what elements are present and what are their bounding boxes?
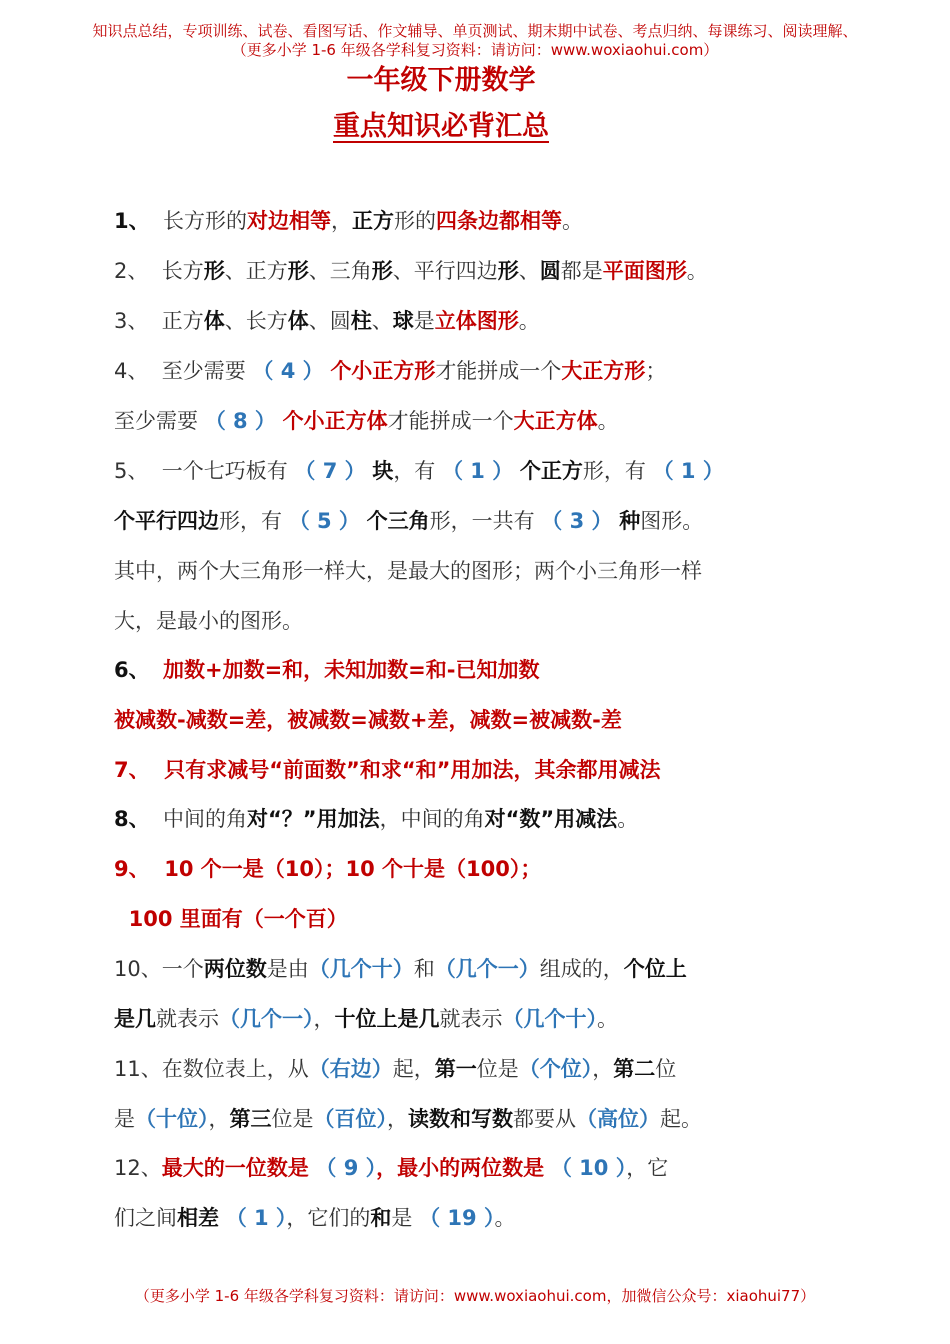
item-text: 和	[413, 957, 435, 981]
item-text: 、	[518, 259, 540, 283]
bold-text: 个位上	[623, 957, 687, 981]
emphasis-red-text: 最大的一位数是	[161, 1156, 309, 1180]
item-text	[150, 658, 163, 682]
item-text: 2、 长方	[114, 259, 204, 283]
bold-text: 第三	[229, 1107, 272, 1131]
list-item	[114, 804, 638, 834]
item-text: 形，有	[582, 459, 653, 483]
bold-text: 球	[392, 309, 414, 333]
item-text: 、长方	[224, 309, 288, 333]
bold-text: 柱	[350, 309, 372, 333]
emphasis-red-text: 大正方体	[513, 409, 598, 433]
answer-blank: （ 8 ）	[204, 409, 276, 433]
answer-blank: （个位）	[518, 1057, 593, 1081]
item-text: 长方形的	[149, 209, 247, 233]
list-item	[114, 256, 708, 286]
list-item	[114, 1004, 618, 1034]
bold-text: 体	[287, 309, 309, 333]
emphasis-red-text: 个小正方体	[282, 409, 388, 433]
list-item	[114, 854, 541, 884]
item-text: 其中，两个大三角形一样大，是最大的图形；两个小三角形一样	[114, 559, 702, 583]
item-text: 12、	[114, 1156, 162, 1180]
bold-text: 形	[287, 259, 309, 283]
list-item	[114, 954, 687, 984]
answer-blank: （右边）	[308, 1057, 393, 1081]
answer-blank: （十位）	[135, 1107, 209, 1131]
bold-text: 是几	[114, 1007, 156, 1031]
list-item	[114, 904, 348, 934]
item-text: 才能拼成一个	[435, 359, 562, 383]
answer-blank: （ 1 ）	[442, 459, 514, 483]
item-text	[360, 509, 367, 533]
item-text: 。	[494, 1206, 516, 1230]
bold-text: 第二	[613, 1057, 656, 1081]
bold-text: 读数和写数	[408, 1107, 513, 1131]
item-text: 、圆	[308, 309, 351, 333]
item-text: ，	[313, 1007, 335, 1031]
bold-text: 形	[203, 259, 225, 283]
emphasis-red-text: 加数+加数=和，未知加数=和-已知加数	[162, 658, 540, 682]
list-item	[114, 1153, 668, 1183]
emphasis-red-text: 大正方形	[561, 359, 646, 383]
item-text: 都是	[560, 259, 603, 283]
bold-text: 个平行四边	[114, 509, 219, 533]
item-text: 、正方	[224, 259, 288, 283]
bold-text: 相差	[177, 1206, 219, 1230]
emphasis-red-text: 9、 10 个一是（10）；10 个十是（100）；	[114, 857, 542, 881]
answer-blank: （ 1 ）	[652, 459, 724, 483]
item-text: 、	[371, 309, 393, 333]
answer-blank: （ 10 ）	[550, 1156, 627, 1180]
list-item	[114, 556, 702, 586]
item-text: 。	[597, 409, 619, 433]
list-item	[114, 206, 583, 236]
bold-text: 体	[203, 309, 225, 333]
bold-text: 和	[370, 1206, 392, 1230]
item-text: 图形。	[640, 509, 704, 533]
item-text	[276, 409, 283, 433]
item-text: 形，一共有	[429, 509, 542, 533]
bold-text: 6、	[114, 658, 150, 682]
emphasis-red-text: 立体图形	[434, 309, 519, 333]
answer-blank: （ 5 ）	[288, 509, 360, 533]
emphasis-red-text: ，最小的两位数是	[376, 1156, 545, 1180]
item-text	[219, 1206, 226, 1230]
item-text: 至少需要	[114, 409, 205, 433]
answer-blank: （几个一）	[434, 957, 540, 981]
bold-text: 8、	[114, 807, 150, 831]
header-promo-line: 知识点总结，专项训练、试卷、看图写话、作文辅导、单页测试、期末期中试卷、考点归纳、每课练习、阅读理解、	[92, 22, 858, 40]
item-text: 。	[686, 259, 708, 283]
list-item	[114, 506, 703, 536]
bold-text: 个正方	[519, 459, 583, 483]
bold-text: 块	[372, 459, 394, 483]
answer-blank: （高位）	[576, 1107, 660, 1131]
answer-blank: （百位）	[313, 1107, 387, 1131]
item-text: 。	[597, 1007, 618, 1031]
page-subtitle: 重点知识必背汇总	[333, 111, 549, 142]
item-text: 位是	[476, 1057, 519, 1081]
list-item	[114, 755, 660, 785]
item-text: 形，有	[219, 509, 289, 533]
list-item	[114, 356, 666, 386]
item-text: 中间的角	[149, 807, 247, 831]
list-item	[114, 705, 622, 735]
list-item	[114, 606, 303, 636]
item-text: 起。	[660, 1107, 702, 1131]
page-title: 一年级下册数学	[346, 65, 536, 96]
item-text: 、三角	[308, 259, 372, 283]
emphasis-red-text: 平面图形	[602, 259, 687, 283]
emphasis-red-text: 100 里面有（一个百）	[114, 907, 348, 931]
answer-blank: （几个十）	[502, 1007, 597, 1031]
item-text: 位	[655, 1057, 677, 1081]
bold-text: 形	[497, 259, 519, 283]
bold-text: 第一	[434, 1057, 477, 1081]
item-text: ，	[330, 209, 352, 233]
list-item	[114, 1203, 515, 1233]
emphasis-red-text: 7、 只有求减号“前面数”和求“和”用加法，其余都用减法	[114, 758, 661, 782]
item-text: ，它	[626, 1156, 669, 1180]
item-text: 形的	[393, 209, 436, 233]
item-text: 们之间	[114, 1206, 177, 1230]
answer-blank: （ 7 ）	[294, 459, 366, 483]
footer-line: （更多小学 1-6 年级各学科复习资料：请访问：www.woxiaohui.com，加微信公众号：xiaohui77）	[134, 1287, 816, 1305]
list-item	[114, 306, 540, 336]
item-text: 4、 至少需要	[114, 359, 253, 383]
bold-text: 圆	[539, 259, 561, 283]
item-text: ，中间的角	[379, 807, 485, 831]
bold-text: 个三角	[366, 509, 430, 533]
item-text: 就表示	[439, 1007, 503, 1031]
item-text: 是	[413, 309, 435, 333]
bold-text: 十位上是几	[334, 1007, 440, 1031]
item-text: ，	[592, 1057, 614, 1081]
item-text: ，	[387, 1107, 408, 1131]
emphasis-red-text: 被减数-减数=差，被减数=减数+差，减数=被减数-差	[114, 708, 622, 732]
bold-text: 正方	[351, 209, 394, 233]
bold-text: 对“？”用加法	[246, 807, 380, 831]
list-item	[114, 655, 540, 685]
item-text: 10、一个	[114, 957, 204, 981]
item-text: 是由	[266, 957, 309, 981]
item-text: ，	[208, 1107, 230, 1131]
item-text: 3、 正方	[114, 309, 204, 333]
item-text: 才能拼成一个	[387, 409, 514, 433]
answer-blank: （ 3 ）	[541, 509, 613, 533]
list-item	[114, 1104, 702, 1134]
item-text: 就表示	[156, 1007, 219, 1031]
item-text: ，它们的	[286, 1206, 371, 1230]
item-text: ，有	[393, 459, 442, 483]
item-text: 起，	[392, 1057, 435, 1081]
item-text	[544, 1156, 551, 1180]
item-text: ；	[645, 359, 667, 383]
item-text: 组成的，	[539, 957, 624, 981]
answer-blank: （ 19 ）	[419, 1206, 495, 1230]
item-text: 是	[114, 1107, 135, 1131]
emphasis-red-text: 个小正方形	[330, 359, 436, 383]
bold-text: 种	[619, 509, 641, 533]
emphasis-red-text: 四条边都相等	[435, 209, 562, 233]
item-text: 。	[617, 807, 639, 831]
bold-text: 两位数	[203, 957, 267, 981]
item-text: 11、在数位表上，从	[114, 1057, 309, 1081]
answer-blank: （ 9 ）	[315, 1156, 377, 1180]
list-item	[114, 1054, 676, 1084]
item-text: 。	[561, 209, 583, 233]
emphasis-red-text: 对边相等	[246, 209, 331, 233]
item-text: 大，是最小的图形。	[114, 609, 303, 633]
item-text: 、平行四边	[392, 259, 498, 283]
header-website-line: （更多小学 1-6 年级各学科复习资料：请访问：www.woxiaohui.com）	[231, 41, 719, 59]
answer-blank: （ 1 ）	[225, 1206, 287, 1230]
bold-text: 形	[371, 259, 393, 283]
item-text: 5、 一个七巧板有	[114, 459, 295, 483]
item-text: 是	[391, 1206, 420, 1230]
bold-text: 1、	[114, 209, 150, 233]
answer-blank: （几个一）	[219, 1007, 314, 1031]
item-text: 都要从	[513, 1107, 576, 1131]
item-text: 位是	[271, 1107, 314, 1131]
answer-blank: （ 4 ）	[252, 359, 324, 383]
list-item	[114, 406, 619, 436]
list-item	[114, 456, 724, 486]
item-text	[513, 459, 520, 483]
item-text: 。	[518, 309, 540, 333]
answer-blank: （几个十）	[308, 957, 414, 981]
bold-text: 对“数”用减法	[484, 807, 618, 831]
